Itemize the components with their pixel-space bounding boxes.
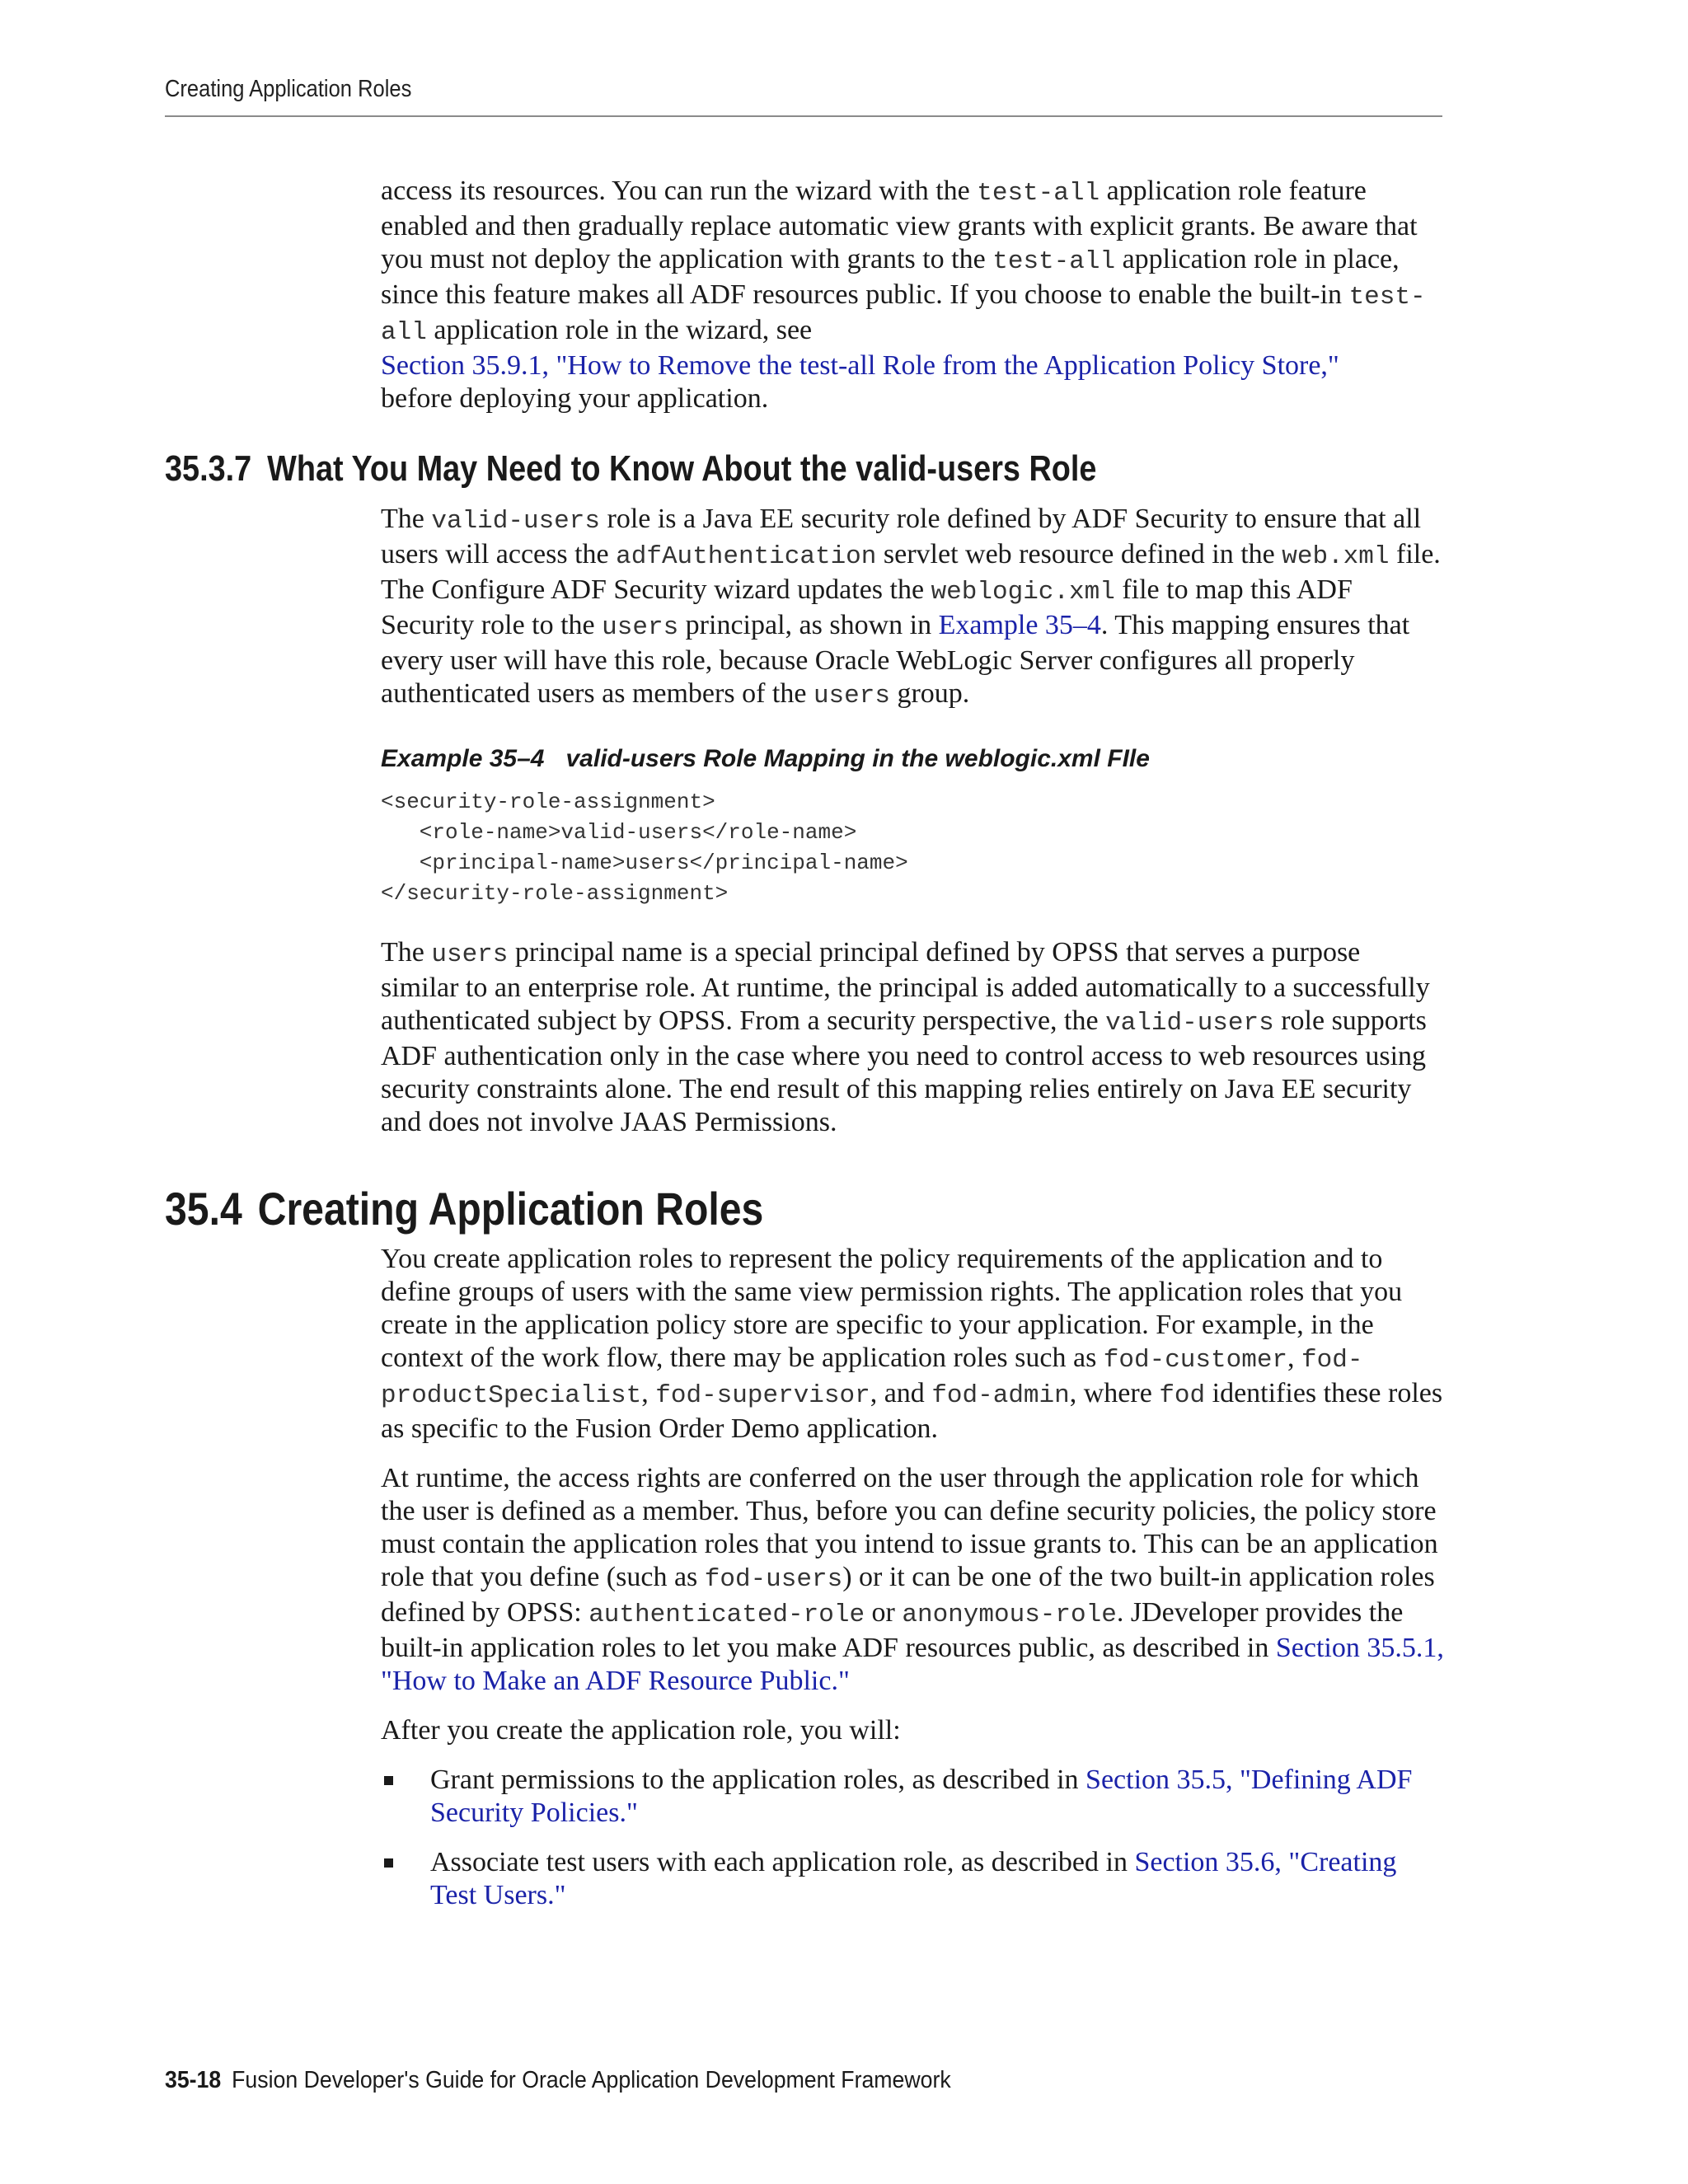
section-heading-35-3-7: [165, 448, 1096, 490]
example-title: [381, 745, 1150, 773]
code-fod-productspecialist: fod-productSpecialist: [381, 1346, 1363, 1410]
code-anonymous-role: anonymous-role: [902, 1601, 1117, 1629]
intro-code-3: test-all: [381, 283, 1426, 347]
intro-text-4: application role in the wizard, see: [426, 315, 813, 345]
code-example-block: <security-role-assignment> <role-name>valid-users</role-name> <principal-name>users</principal-name> </security-role-assignment>: [381, 790, 908, 906]
code-users: users: [602, 613, 679, 642]
list-item-text: Grant permissions to the application roles, as described in: [430, 1765, 1086, 1795]
app-roles-body: [381, 1243, 1444, 1929]
bullet-square-icon: [384, 1858, 393, 1868]
intro-paragraph: [381, 175, 1444, 415]
example-caption: valid-users Role Mapping in the weblogic.xml FIle: [565, 745, 1150, 772]
p-text: ,: [1287, 1343, 1302, 1373]
p-text: principal, as shown in: [678, 610, 939, 640]
section-number: 35.3.7: [165, 448, 252, 489]
p-text: The: [381, 504, 432, 534]
p-text: file to map this ADF Security role to the: [381, 574, 1353, 640]
code-weblogic-xml: weblogic.xml: [931, 578, 1115, 607]
header-rule: [165, 115, 1442, 117]
section-title: Creating Application Roles: [257, 1183, 764, 1235]
code-valid-users: valid-users: [1105, 1009, 1274, 1038]
section-heading-35-4: [165, 1182, 763, 1235]
link-section-35-5[interactable]: Section 35.5, "Defining ADF Security Policies.": [430, 1765, 1413, 1828]
app-roles-paragraph-3: After you create the application role, you will:: [381, 1715, 901, 1746]
list-item: [381, 1764, 1444, 1830]
valid-users-paragraph-1: [381, 503, 1444, 713]
p-text: ) or it can be one of the two built-in application roles defined by OPSS:: [381, 1562, 1435, 1628]
intro-text-1: access its resources. You can run the wizard with the: [381, 176, 978, 206]
p-text: , where: [1069, 1378, 1160, 1408]
p-text: . JDeveloper provides the built-in application roles to let you make ADF resources public, as described in: [381, 1597, 1404, 1663]
link-example-35-4[interactable]: Example 35–4: [938, 610, 1101, 640]
code-fod-customer: fod-customer: [1103, 1346, 1288, 1375]
p-text: , and: [870, 1378, 932, 1408]
intro-code-2: test-all: [992, 247, 1116, 276]
p-text: file. The Configure ADF Security wizard updates the: [381, 539, 1441, 605]
bullet-square-icon: [384, 1776, 393, 1785]
p-text: role supports ADF authentication only in the case where you need to control access to web resources using security constraints alone. The end result of this mapping relies entirely on Java EE security and does not involve JAAS Permissions.: [381, 1005, 1427, 1137]
p-text: principal name is a special principal defined by OPSS that serves a purpose similar to an enterprise role. At runtime, the principal is added automatically to a successfully authenticated subject by OPSS. From a security perspective, the: [381, 937, 1430, 1036]
p-text: servlet web resource defined in the: [876, 539, 1282, 569]
code-fod-supervisor: fod-supervisor: [655, 1381, 870, 1410]
intro-text-5: before deploying your application.: [381, 383, 769, 414]
p-text: At runtime, the access rights are conferred on the user through the application role for which the user is defined as a member. Thus, before you can define security policies, the policy store must contain the application roles that you intend to issue grants to. This can be an application role that you define (such as: [381, 1463, 1438, 1592]
valid-users-paragraph-2: [381, 936, 1444, 1139]
code-adfauthentication: adfAuthentication: [616, 542, 877, 571]
next-steps-list: [381, 1764, 1444, 1912]
code-authenticated-role: authenticated-role: [588, 1601, 865, 1629]
example-label: Example 35–4: [381, 745, 545, 772]
link-section-35-9-1[interactable]: Section 35.9.1, "How to Remove the test-all Role from the Application Policy Store,": [381, 350, 1339, 381]
code-web-xml: web.xml: [1282, 542, 1390, 571]
p-text: ,: [641, 1378, 656, 1408]
p-text: identifies these roles as specific to the Fusion Order Demo application.: [381, 1378, 1443, 1444]
p-text: . This mapping ensures that every user will have this role, because Oracle WebLogic Server configures all properly authenticated users as members of the: [381, 610, 1410, 709]
intro-text-2: application role feature enabled and then gradually replace automatic view grants with explicit grants. Be aware that you must not deploy the application with grants to the: [381, 176, 1418, 274]
page-number: 35-18: [165, 2067, 222, 2093]
code-fod: fod: [1159, 1381, 1206, 1410]
section-number: 35.4: [165, 1183, 242, 1235]
code-users: users: [813, 682, 890, 710]
p-text: group.: [889, 678, 970, 709]
link-section-35-5-1[interactable]: Section 35.5.1, "How to Make an ADF Resource Public.": [381, 1633, 1444, 1696]
app-roles-paragraph-1: [381, 1243, 1444, 1446]
p-text: role is a Java EE security role defined by ADF Security to ensure that all users will access the: [381, 504, 1422, 569]
running-head: Creating Application Roles: [165, 76, 412, 102]
p-text: The: [381, 937, 432, 968]
code-valid-users: valid-users: [431, 507, 600, 536]
intro-text-3: application role in place, since this feature makes all ADF resources public. If you choose to enable the built-in: [381, 244, 1400, 310]
code-fod-users: fod-users: [704, 1565, 843, 1594]
page-footer: [165, 2067, 951, 2094]
code-users: users: [431, 940, 509, 969]
book-title: Fusion Developer's Guide for Oracle Application Development Framework: [232, 2067, 951, 2093]
intro-code-1: test-all: [977, 179, 1100, 208]
link-section-35-6[interactable]: Section 35.6, "Creating Test Users.": [430, 1847, 1397, 1910]
list-item: [381, 1846, 1444, 1912]
p-text: or: [865, 1597, 903, 1628]
code-fod-admin: fod-admin: [931, 1381, 1070, 1410]
section-title: What You May Need to Know About the valid-users Role: [267, 448, 1097, 489]
p-text: You create application roles to represent the policy requirements of the application and to define groups of users with the same view permission rights. The application roles that you create in the application policy store are specific to your application. For example, in the context of the work flow, there may be application roles such as: [381, 1244, 1403, 1373]
list-item-text: Associate test users with each application role, as described in: [430, 1847, 1135, 1877]
app-roles-paragraph-2: [381, 1462, 1444, 1698]
